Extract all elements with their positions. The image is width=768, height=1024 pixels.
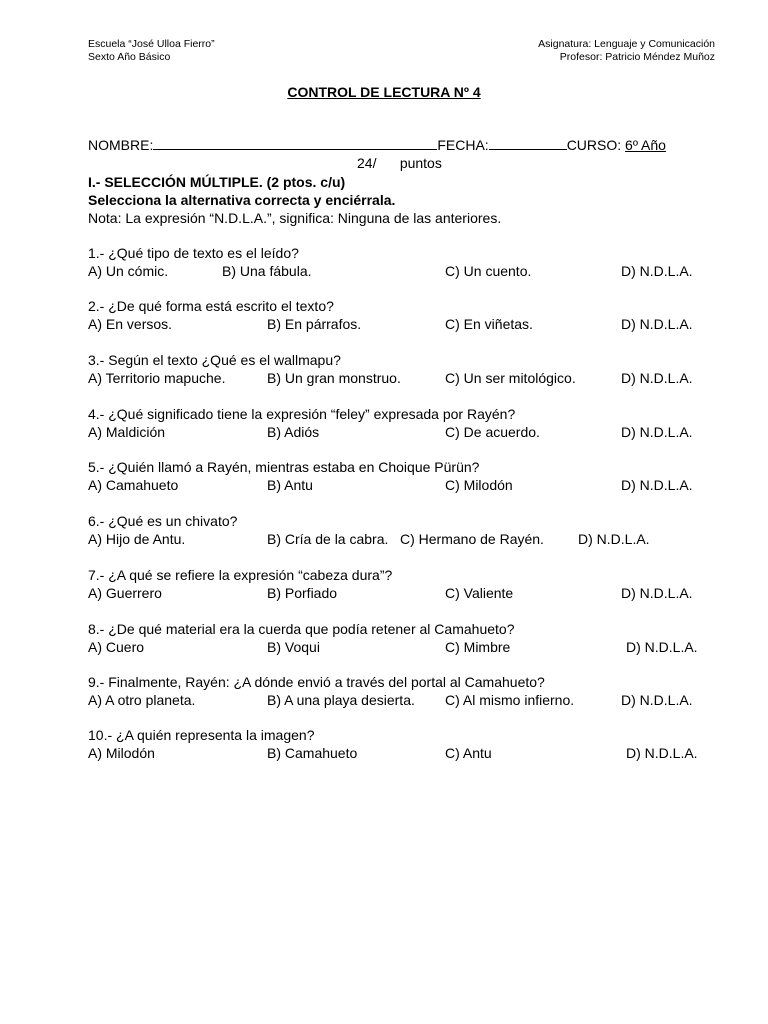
question-text: 7.- ¿A qué se refiere la expresión “cabeza dura”?: [88, 567, 393, 583]
score-total: 24/: [357, 155, 377, 171]
option-c[interactable]: C) Antu: [445, 745, 492, 761]
question-text: 1.- ¿Qué tipo de texto es el leído?: [88, 245, 299, 261]
option-b[interactable]: B) Voqui: [267, 639, 320, 655]
option-c[interactable]: C) Mimbre: [445, 639, 511, 655]
option-d[interactable]: D) N.D.L.A.: [621, 263, 693, 279]
option-b[interactable]: B) En párrafos.: [267, 316, 362, 332]
option-b[interactable]: B) Camahueto: [267, 745, 358, 761]
header-left: [88, 38, 215, 64]
option-b[interactable]: B) Una fábula.: [222, 263, 312, 279]
option-c[interactable]: C) Milodón: [445, 477, 513, 493]
date-label: FECHA:: [437, 137, 489, 153]
question-3: [88, 351, 738, 387]
question-text: 9.- Finalmente, Rayén: ¿A dónde envió a través del portal al Camahueto?: [88, 674, 545, 690]
option-d[interactable]: D) N.D.L.A.: [621, 370, 693, 386]
question-1: [88, 244, 738, 280]
question-8: [88, 620, 738, 656]
section-heading-block: [88, 173, 501, 227]
option-d[interactable]: D) N.D.L.A.: [621, 424, 693, 440]
option-d[interactable]: D) N.D.L.A.: [626, 745, 698, 761]
header-right: [538, 38, 715, 64]
option-a[interactable]: A) Maldición: [88, 424, 166, 440]
question-5: [88, 458, 738, 494]
option-c[interactable]: C) Un ser mitológico.: [445, 370, 576, 386]
question-text: 6.- ¿Qué es un chivato?: [88, 513, 238, 529]
option-b[interactable]: B) Antu: [267, 477, 313, 493]
option-c[interactable]: C) Hermano de Rayén.: [400, 531, 544, 547]
option-a[interactable]: A) Cuero: [88, 639, 145, 655]
option-d[interactable]: D) N.D.L.A.: [578, 531, 650, 547]
option-d[interactable]: D) N.D.L.A.: [621, 692, 693, 708]
question-text: 4.- ¿Qué significado tiene la expresión “feley” expresada por Rayén?: [88, 406, 516, 422]
question-text: 8.- ¿De qué material era la cuerda que podía retener al Camahueto?: [88, 621, 515, 637]
score-unit: puntos: [399, 155, 442, 171]
question-text: 2.- ¿De qué forma está escrito el texto?: [88, 298, 334, 314]
course-label: CURSO:: [566, 137, 622, 153]
option-a[interactable]: A) Un cómic.: [88, 263, 169, 279]
student-info-row: [88, 137, 666, 153]
grade-level: Sexto Año Básico: [88, 51, 171, 63]
option-b[interactable]: B) A una playa desierta.: [267, 692, 415, 708]
date-field[interactable]: [489, 137, 567, 150]
option-a[interactable]: A) Milodón: [88, 745, 155, 761]
school-name: Escuela “José Ulloa Fierro”: [88, 38, 215, 50]
option-c[interactable]: C) De acuerdo.: [445, 424, 540, 440]
option-b[interactable]: B) Porfiado: [267, 585, 338, 601]
option-d[interactable]: D) N.D.L.A.: [621, 585, 693, 601]
option-c[interactable]: C) Un cuento.: [445, 263, 532, 279]
option-a[interactable]: A) Territorio mapuche.: [88, 370, 226, 386]
page-title: CONTROL DE LECTURA Nº 4: [287, 84, 481, 100]
course-value: 6º Año: [625, 137, 666, 153]
option-c[interactable]: C) Valiente: [445, 585, 514, 601]
section-heading: I.- SELECCIÓN MÚLTIPLE. (2 ptos. c/u): [88, 174, 346, 190]
name-label: NOMBRE:: [88, 137, 154, 153]
question-7: [88, 566, 738, 602]
option-a[interactable]: A) Hijo de Antu.: [88, 531, 186, 547]
teacher-name: Profesor: Patricio Méndez Muñoz: [559, 51, 715, 63]
option-a[interactable]: A) Camahueto: [88, 477, 179, 493]
option-a[interactable]: A) En versos.: [88, 316, 173, 332]
option-b[interactable]: B) Un gran monstruo.: [267, 370, 401, 386]
question-6: [88, 512, 738, 548]
section-note: Nota: La expresión “N.D.L.A.”, significa: Ninguna de las anteriores.: [88, 210, 502, 226]
option-c[interactable]: C) En viñetas.: [445, 316, 533, 332]
option-b[interactable]: B) Adiós: [267, 424, 320, 440]
option-c[interactable]: C) Al mismo infierno.: [445, 692, 575, 708]
question-text: 5.- ¿Quién llamó a Rayén, mientras estaba en Choique Pürün?: [88, 459, 480, 475]
question-4: [88, 405, 738, 441]
option-b[interactable]: B) Cría de la cabra.: [267, 531, 389, 547]
section-instruction: Selecciona la alternativa correcta y enciérrala.: [88, 192, 396, 208]
question-text: 10.- ¿A quién representa la imagen?: [88, 727, 315, 743]
question-text: 3.- Según el texto ¿Qué es el wallmapu?: [88, 352, 341, 368]
option-d[interactable]: D) N.D.L.A.: [626, 639, 698, 655]
score-row: [357, 155, 442, 171]
question-9: [88, 673, 738, 709]
option-a[interactable]: A) A otro planeta.: [88, 692, 196, 708]
question-10: [88, 726, 738, 762]
question-2: [88, 297, 738, 333]
option-d[interactable]: D) N.D.L.A.: [621, 316, 693, 332]
option-a[interactable]: A) Guerrero: [88, 585, 162, 601]
name-field[interactable]: [153, 137, 437, 150]
option-d[interactable]: D) N.D.L.A.: [621, 477, 693, 493]
subject-name: Asignatura: Lenguaje y Comunicación: [538, 38, 715, 50]
